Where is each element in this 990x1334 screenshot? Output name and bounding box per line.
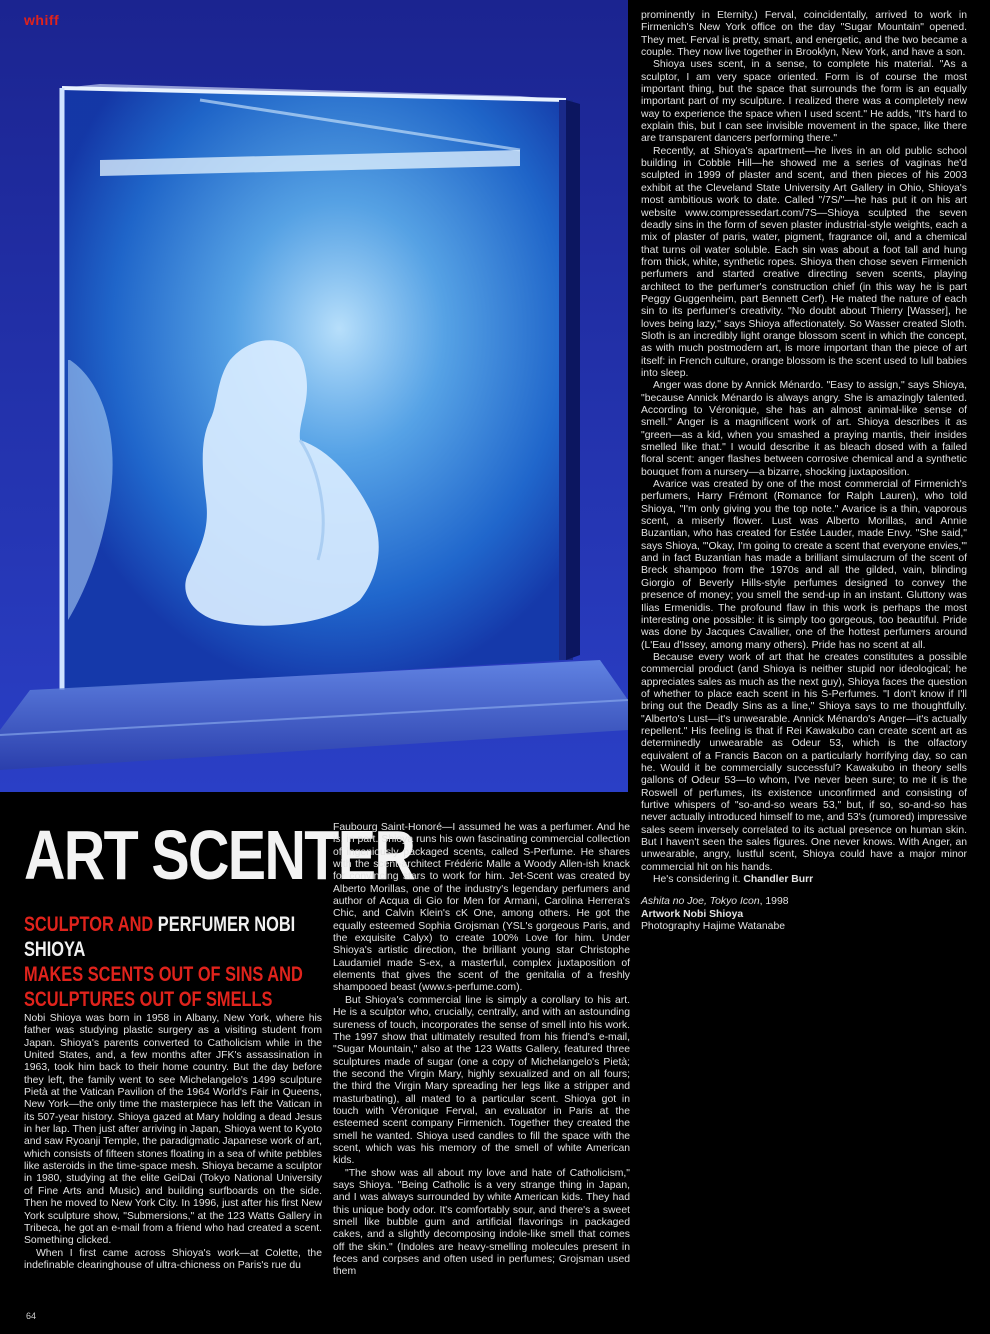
article-title: ART SCENTER bbox=[24, 816, 415, 894]
deck-part-3: MAKES SCENTS OUT OF SINS AND SCULPTURES OUT OF SMELLS bbox=[24, 963, 303, 1011]
closing-text: He's considering it. bbox=[653, 874, 741, 886]
body-column-3 bbox=[641, 10, 967, 933]
closing-line bbox=[641, 874, 967, 886]
body-column-2 bbox=[333, 822, 630, 1279]
body-paragraph: Faubourg Saint-Honoré—I assumed he was a perfumer. And he is, in part. Shioya runs his own fascinating commercial collection of ingeniously packaged scents, called S-Perfume. He shares with the scent-architect Frédéric Malle a Woody Allen-ish knack for convincing stars to work for him. Jet-Scent was created by Alberto Morillas, one of the industry's legendary perfumers and author of Acqua di Gio for Men for Armani, Carolina Herrera's Chic, and Calvin Klein's cK One, among others. He got the equally esteemed Sophia Grojsman (YSL's gorgeous Paris, and the exquisite Calyx) to create 100% Love for him. Under Shioya's artistic direction, the brilliant young star Christophe Laudamiel made S-ex, a masterful, complex juxtaposition of elements that gives the scent of the genitalia of a freshly shampooed beast (www.s-perfume.com). bbox=[333, 822, 630, 994]
caption-work-line bbox=[641, 896, 967, 908]
article-deck bbox=[24, 912, 324, 1012]
body-paragraph: prominently in Eternity.) Ferval, coincidentally, arrived to work in Firmenich's New York office on the day "Sugar Mountain" opened. They met. Ferval is pretty, smart, and energetic, and the two became a couple. They now live together in Brooklyn, New York, and have a son. bbox=[641, 10, 967, 59]
body-paragraph: Avarice was created by one of the most commercial of Firmenich's perfumers, Harry Frémont (Romance for Ralph Lauren), who told Shioya, "I'm only giving you the top note." Avarice is a thin, vaporous scent, a miserly flower. Lust was Alberto Morillas, and Annie Buzantian, who has created for Estée Lauder, made Envy. "She said," says Shioya, "'Okay, I'm going to create a scent that everyone envies,'" and in fact Buzantian has made a brilliant simulacrum of the scent of Breck shampoo from the 1970s and all the gilded, vain, blinding Giorgio of Beverly Hills-style perfumes designed to convey the presence of money; you smell the send-up in an instant. Gluttony was Ilias Ermenidis. The profound flaw in this work is perhaps the most interesting one possible: it is simply too gorgeous, too beautiful. Pride was done by Jacques Cavallier, one of the hottest perfumers around (L'Eau d'Issey, among many others). Pride has no scent at all. bbox=[641, 479, 967, 651]
body-paragraph: "The show was all about my love and hate of Catholicism," says Shioya. "Being Catholic is a very strange thing in Japan, and I was always surrounded by white American kids. They had this unique body odor. It's comfortably sour, and there's a sweet smell like bubble gum and artificial flavorings in packaged cakes, and a slightly decomposing indole-like smell that comes off the skin." (Indoles are heavy-smelling molecules present in feces and corpses and often used in perfumes; Grojsman used them bbox=[333, 1167, 630, 1278]
author-signature: Chandler Burr bbox=[743, 874, 814, 886]
body-paragraph: Recently, at Shioya's apartment—he lives in an old public school building in Cobble Hill—he showed me a series of vaginas he'd sculpted in 1999 of plaster and scent, and then pieces of his 2003 exhibit at the Cleveland State University Art Gallery in Ohio, Shioya's most ambitious work to date. Called "/7S/"—he has put it on his art website www.compressedart.com/7S—Shioya sculpted the seven deadly sins in the form of seven plaster industrial-style weights, each a mix of plaster of paris, water, pigment, fragrance oil, and a chemical that turns oil water soluble. Each sin was about a foot tall and hung from thick, white, synthetic ropes. Shioya then chose seven Firmenich perfumers and started creative directing seven scents, playing architect to the perfumer's construction chief (in this way he is part Peggy Guggenheim, part Bennett Cerf). He mated the nature of each sin to its perfumer's creativity. "No doubt about Thierry [Wasser], he loves being lazy," says Shioya affectionately. So Wasser created Sloth. Sloth is an incredibly light orange blossom scent in which the concept, as with much postmodern art, is more important than the piece of art itself: in French culture, orange blossom is the scent used to lull babies into sleep. bbox=[641, 145, 967, 379]
caption-work-title: Ashita no Joe, Tokyo Icon bbox=[641, 896, 760, 908]
body-paragraph: Anger was done by Annick Ménardo. "Easy to assign," says Shioya, "because Annick Ménardo is always angry. She is amazingly talented. According to Véronique, she has an almost animal-like sense of smell." Anger is a magnificent work of art. Shioya describes it as "green—as a kid, when you smashed a praying mantis, their insides smelled like that." I would describe it as bleach dosed with a failed floral scent: anger flashes between corrosive chemical and a synthetic bouquet from a nursery—a bizarre, shocking juxtaposition. bbox=[641, 380, 967, 478]
body-paragraph: But Shioya's commercial line is simply a corollary to his art. He is a sculptor who, crucially, centrally, and with an astounding sureness of touch, incorporates the sense of smell into his work. The 1997 show that ultimately resulted from his friend's e-mail, "Sugar Mountain," also at the 123 Watts Gallery, featured three sculptures made of sugar (one a copy of Michelangelo's Pietà; the second the Virgin Mary, highly sexualized and on all fours; the third the Virgin Mary spreading her legs like a stripper and masturbating), all mated to a particular scent. Shioya got in touch with Véronique Ferval, an evaluator in Paris at the esteemed scent company Firmenich. Together they created the smell he wanted. Shioya used candles to fill the space with the scent, which was his memory of the smell of white American kids. bbox=[333, 994, 630, 1167]
sculpture-photo-drawing bbox=[0, 0, 628, 792]
caption-artwork-credit: Artwork Nobi Shioya bbox=[641, 908, 744, 920]
body-paragraph: Nobi Shioya was born in 1958 in Albany, New York, where his father was studying plastic surgery as a visiting student from Japan. Shioya's parents converted to Catholicism while in the United States, and, a few months after JFK's assassination in 1963, took him back to their home country. But the day before they left, the family went to see Michelangelo's 1499 sculpture Pietà at the Vatican Pavilion of the 1964 World's Fair in Queens, New York—the only time the masterpiece has left the Vatican in its 507-year history. Shioya gazed at Mary holding a dead Jesus in her lap. Then just after arriving in Japan, Shioya went to Kyoto and saw Ryoanji Temple, the paradigmatic Japanese work of art, which consists of fifteen stones floating in a sea of white pebbles like asteroids in the time-space mesh. Shioya became a sculptor in 1980, studying at the elite GeiDai (Tokyo National University of Fine Arts and Music) and building surfboards on the side. Then he moved to New York City. In 1996, just after his first New York sculpture show, "Submersions," at the 123 Watts Gallery in Tribeca, he got an e-mail from a friend who had created a scent. Something clicked. bbox=[24, 1013, 322, 1247]
deck-part-2: PERFUMER NOBI SHIOYA bbox=[24, 913, 296, 961]
body-paragraph: Because every work of art that he creates constitutes a possible commercial product (and Shioya is neither stupid nor ideological; he appreciates sales as much as the next guy), Shioya faces the question of whether to place each scent in his S-Perfumes. "I don't know if I'll bring out the Deadly Sins as a line," Shioya says to me thoughtfully. "Alberto's Lust—it's unwearable. Annick Ménardo's Anger—it's actually repellent." His feeling is that if Rei Kawakubo can create scent art as determinedly unwearable as Odeur 53, which is the olfactory equivalent of a Francis Bacon on a particularly horrifying day, so can he. Would it be commercially successful? Kawakubo in theory sells gallons of Odeur 53—to whom, I've never been sure; to me it is the Roswell of perfumes, its existence unconfirmed and consisting of furtive whispers of "so-and-so wears 53," but, if so, so-and-so has never actually introduced himself to me, and 53's (rumored) impressive sales seem inversely correlated to its actual presence on human skin. But I haven't seen the sales figures. One never knows. With Anger, an unwearable, angry, lustful scent, Shioya could have a major minor commercial hit on his hands. bbox=[641, 651, 967, 873]
photo-caption bbox=[641, 896, 967, 933]
caption-year: , 1998 bbox=[759, 896, 789, 908]
page-number: 64 bbox=[26, 1311, 37, 1321]
deck-part-1: SCULPTOR AND bbox=[24, 913, 158, 936]
section-tag: whiff bbox=[24, 12, 60, 28]
sculpture-photo bbox=[0, 0, 628, 792]
body-paragraph: When I first came across Shioya's work—at Colette, the indefinable clearinghouse of ultra-chicness on Paris's rue du bbox=[24, 1247, 322, 1271]
caption-photo-credit: Photography Hajime Watanabe bbox=[641, 921, 786, 933]
body-column-1 bbox=[24, 1013, 322, 1272]
body-paragraph: Shioya uses scent, in a sense, to complete his material. "As a sculptor, I am very space oriented. Form is of course the most important thing, but the space that surrounds the form is an equally important part of my sculpture. I realized there was a completely new way to experience the space when I used scent." He adds, "It's hard to explain this, but I can see invisible movement in the space, like there are transparent dancers performing there." bbox=[641, 59, 967, 145]
